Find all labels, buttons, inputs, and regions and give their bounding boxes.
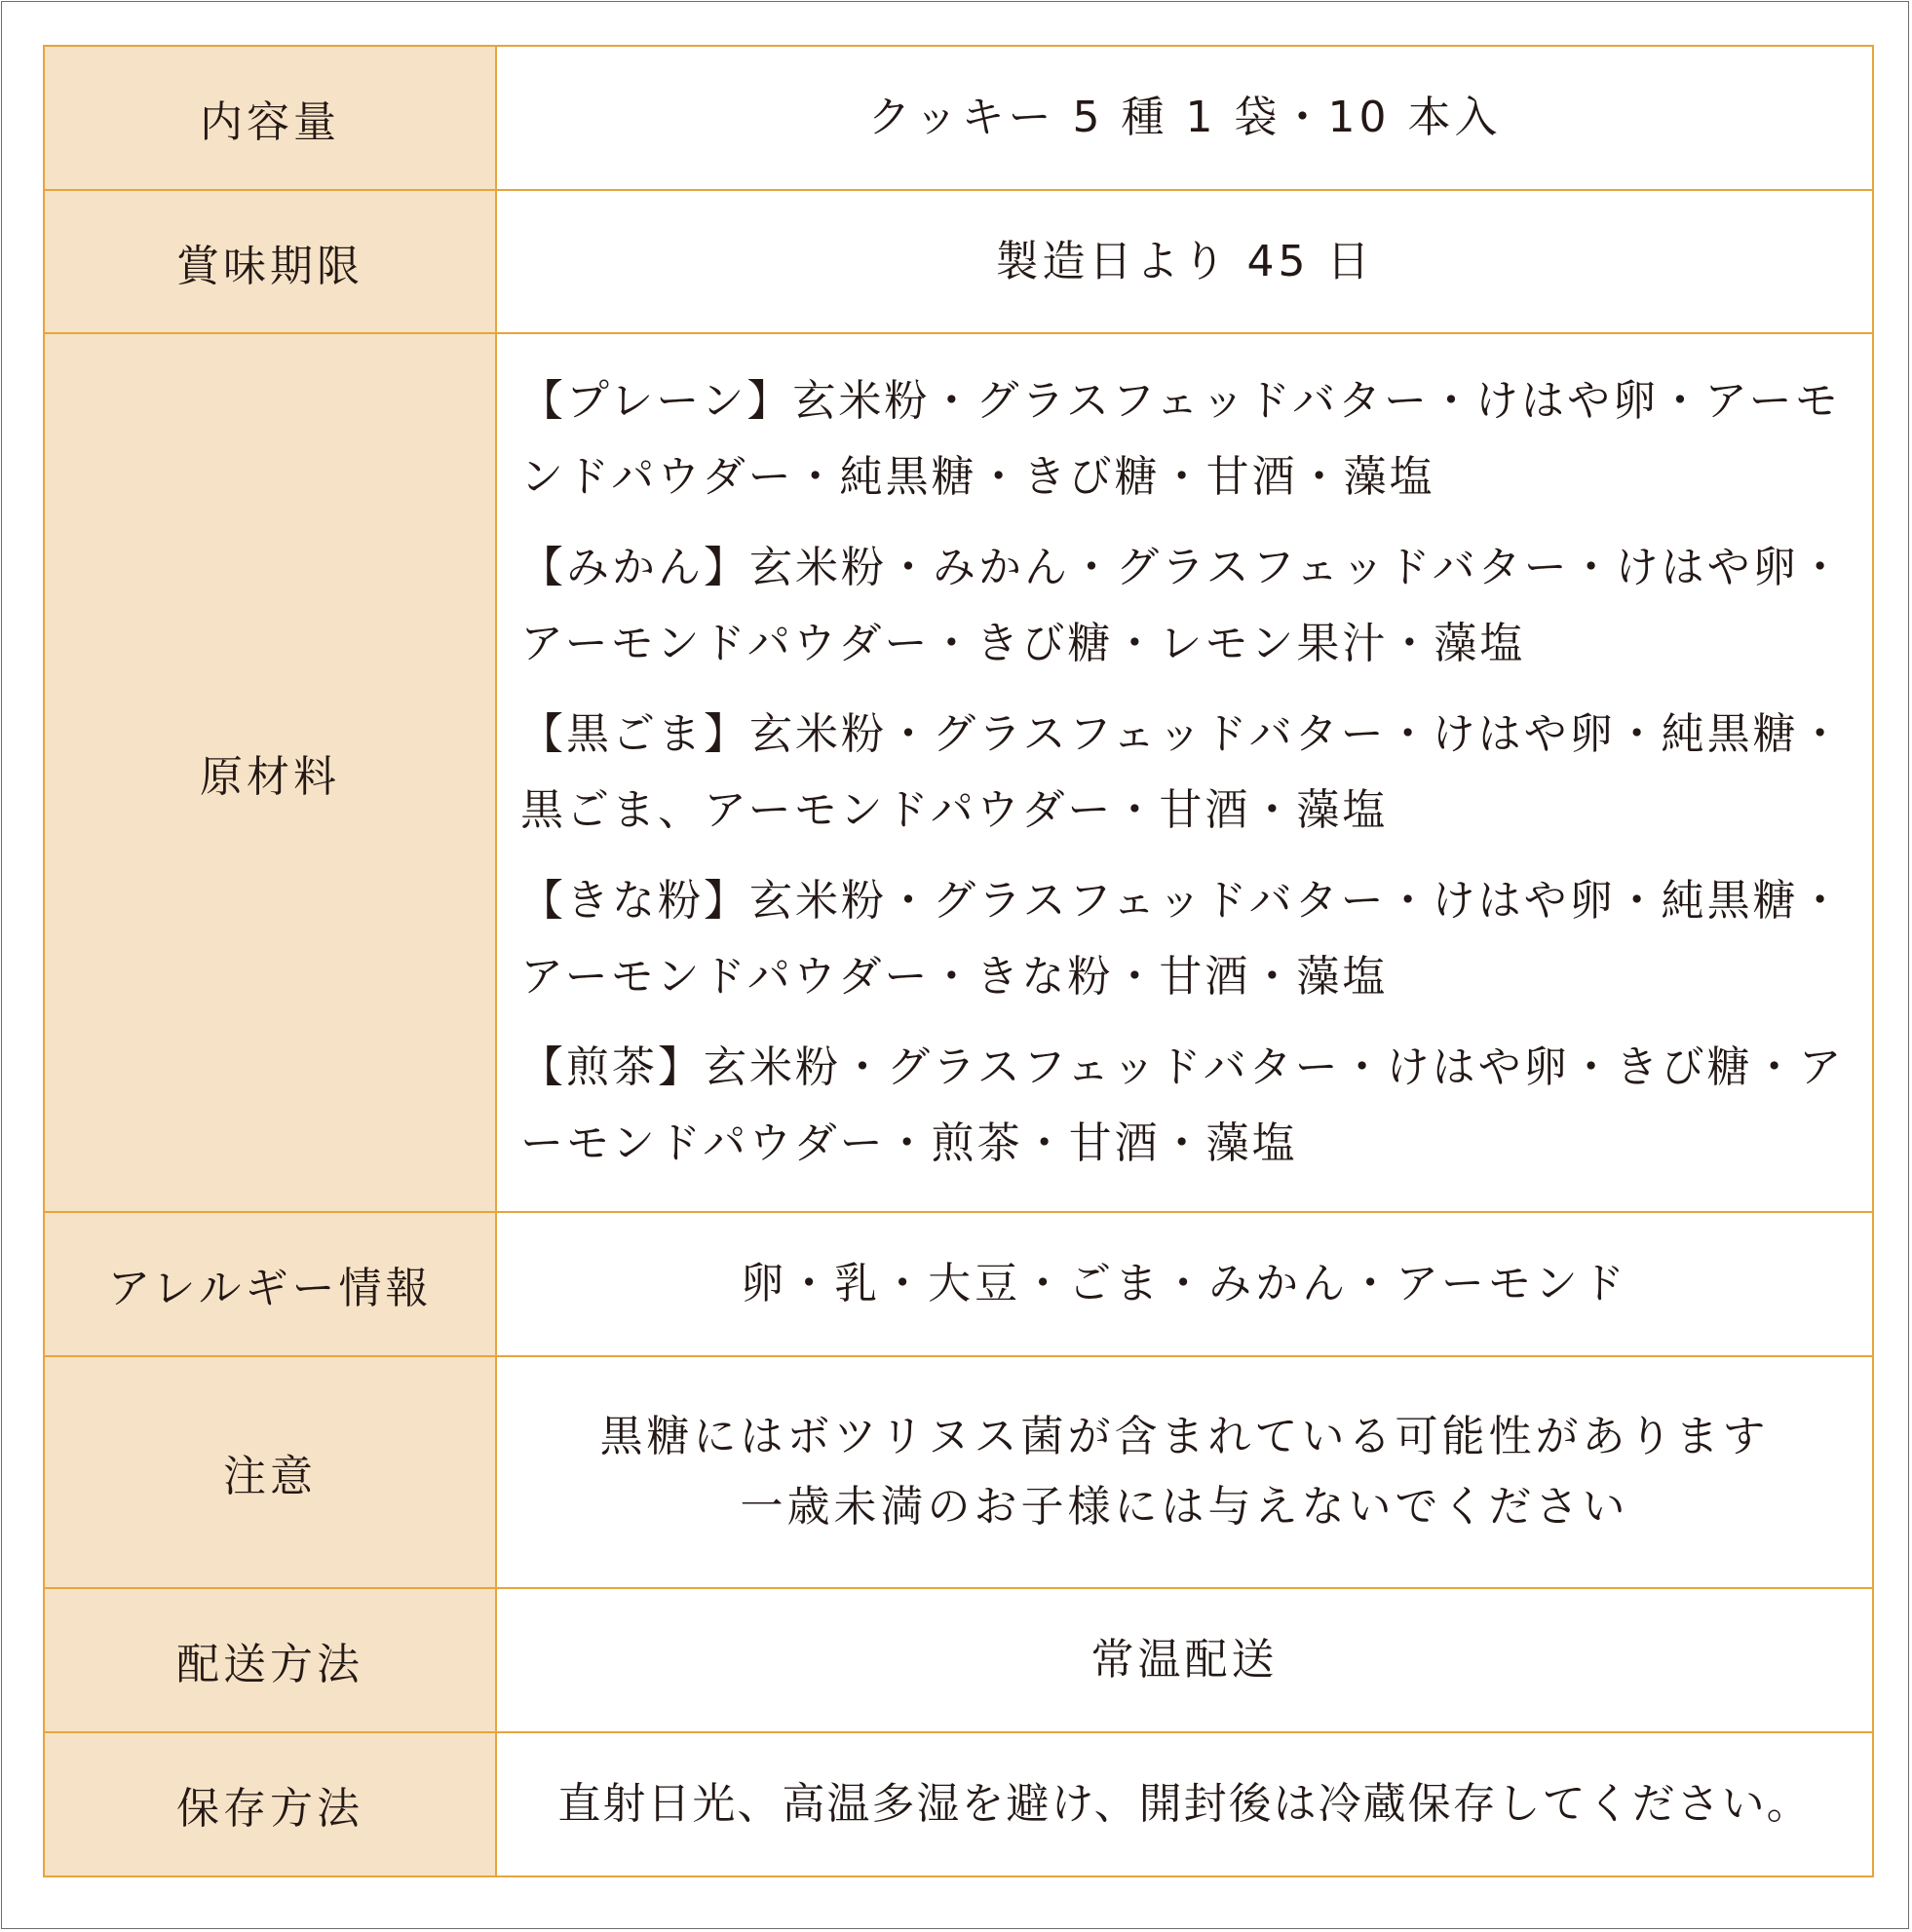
expiry-label: 賞味期限 [44,190,496,333]
caution-label: 注意 [44,1356,496,1588]
spec-row-caution [44,1356,1873,1588]
spec-row-content [44,46,1873,190]
shipping-value: 常温配送 [496,1588,1873,1732]
ingredient-plain: 【プレーン】玄米粉・グラスフェッドバター・けはや卵・アーモンドパウダー・純黒糖・きび糖・甘酒・藻塩 [520,376,1841,502]
ingredient-mikan: 【みかん】玄米粉・みかん・グラスフェッドバター・けはや卵・アーモンドパウダー・きび糖・レモン果汁・藻塩 [520,543,1845,668]
caution-line-2: 一歳未満のお子様には与えないでください [740,1482,1629,1532]
spec-row-ingredients [44,333,1873,1212]
ingredients-value [496,333,1873,1212]
ingredient-sencha: 【煎茶】玄米粉・グラスフェッドバター・けはや卵・きび糖・アーモンドパウダー・煎茶・甘酒・藻塩 [520,1042,1845,1168]
shipping-label: 配送方法 [44,1588,496,1732]
storage-value: 直射日光、高温多湿を避け、開封後は冷蔵保存してください。 [496,1732,1873,1876]
spec-row-allergy [44,1212,1873,1356]
caution-line-1: 黒糖にはボツリヌス菌が含まれている可能性があります [599,1412,1770,1461]
ingredients-label: 原材料 [44,333,496,1212]
content-value: クッキー 5 種 1 袋・10 本入 [496,46,1873,190]
storage-label: 保存方法 [44,1732,496,1876]
allergy-value: 卵・乳・大豆・ごま・みかん・アーモンド [496,1212,1873,1356]
spec-row-expiry [44,190,1873,333]
spec-row-storage [44,1732,1873,1876]
caution-value [496,1356,1873,1588]
content-label: 内容量 [44,46,496,190]
product-spec-table [43,45,1874,1877]
ingredient-black-sesame: 【黒ごま】玄米粉・グラスフェッドバター・けはや卵・純黒糖・黒ごま、アーモンドパウダー・甘酒・藻塩 [520,709,1845,835]
spec-row-shipping [44,1588,1873,1732]
allergy-label: アレルギー情報 [44,1212,496,1356]
ingredient-kinako: 【きな粉】玄米粉・グラスフェッドバター・けはや卵・純黒糖・アーモンドパウダー・きな粉・甘酒・藻塩 [520,876,1845,1002]
expiry-value: 製造日より 45 日 [496,190,1873,333]
